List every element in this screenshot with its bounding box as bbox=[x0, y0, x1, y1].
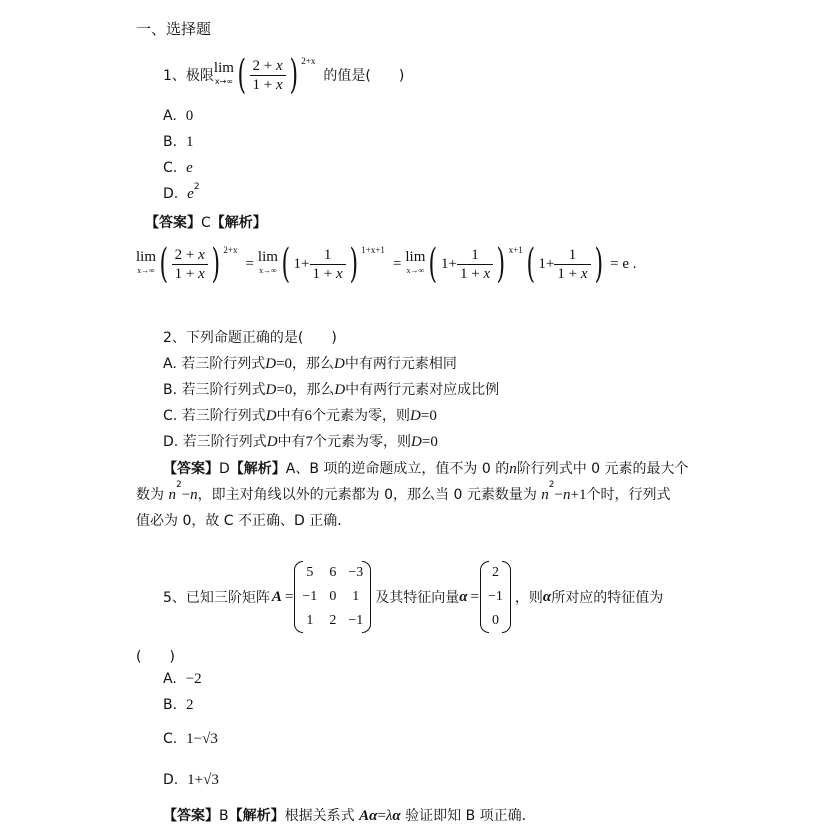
q5-option-b: B. 2 bbox=[163, 697, 194, 713]
fraction: $\frac{2 + x}{1 + x}$ bbox=[250, 57, 286, 94]
eigenvector: 2 −1 0 bbox=[482, 561, 509, 633]
answer-2-line-2: 数为 $n^2-n$，即主对角线以外的元素都为 0，那么当 0 元素数量为 $n^2-n+1$个时，行列式 bbox=[136, 480, 671, 503]
question-2-stem: 2、下列命题正确的是( ) bbox=[163, 330, 337, 346]
answer-2-line-1: 【答案】D【解析】A、B 项的逆命题成立，值不为 0 的n阶行列式中 0 元素的最大个 bbox=[163, 461, 689, 477]
question-number: 1、 bbox=[163, 68, 186, 84]
q5-option-a: A. −2 bbox=[163, 671, 202, 687]
question-1-stem bbox=[163, 52, 404, 98]
matrix-a: 5 6 −3 −1 0 1 1 2 −1 bbox=[296, 561, 369, 633]
question-5-stem: 5、 已知三阶矩阵 A = 5 6 −3 −1 0 1 1 2 −1 及其特征向量 α = 2 −1 0 ，则 α 所对应的特征值为 bbox=[163, 563, 663, 631]
limit-operator: lim x→∞ bbox=[213, 60, 234, 86]
question-suffix: 的值是( ) bbox=[323, 68, 405, 84]
answer-2-line-3: 值必为 0，故 C 不正确、D 正确． bbox=[136, 513, 352, 529]
result: = e . bbox=[610, 255, 637, 272]
right-paren: ) bbox=[289, 52, 298, 98]
answer-1: 【答案】C【解析】 bbox=[145, 215, 267, 231]
option-b: B. 1 bbox=[163, 134, 194, 150]
q2-option-c: C. 若三阶行列式D中有6个元素为零，则D=0 bbox=[163, 408, 437, 424]
derivation: lim x→∞ ( $\frac{2 + x}{1 + x}$ ) $^{2+x}$ = lim x→∞ ( 1+ $\frac{1}{1 + x}$ ) $^{1+x+1}$ = lim x→∞ ( 1+ $\frac{1}{1 + x}$ ) $^{x+1}$ ( 1+ $\frac{1}{1 + x}$ ) = e . bbox=[136, 241, 637, 287]
q5-option-d: D. 1+√3 bbox=[163, 772, 219, 788]
answer-blank: ( ) bbox=[136, 649, 175, 665]
q5-option-c: C. 1−√3 bbox=[163, 731, 218, 747]
q2-option-a: A. 若三阶行列式D=0，那么D中有两行元素相同 bbox=[163, 356, 457, 372]
option-d: D. $e^2$ bbox=[163, 182, 200, 202]
left-paren: ( bbox=[237, 52, 247, 98]
q2-option-b: B. 若三阶行列式D=0，那么D中有两行元素对应成比例 bbox=[163, 382, 500, 398]
q2-option-d: D. 若三阶行列式D中有7个元素为零，则D=0 bbox=[163, 434, 438, 450]
option-c: C. e bbox=[163, 160, 193, 176]
option-a: A. 0 bbox=[163, 108, 194, 124]
question-text: 极限 bbox=[185, 68, 214, 84]
exponent: 2+x bbox=[301, 56, 316, 66]
section-title: 一、选择题 bbox=[136, 20, 212, 38]
answer-5: 【答案】B【解析】根据关系式 Aα=λα 验证即知 B 项正确． bbox=[163, 808, 536, 824]
